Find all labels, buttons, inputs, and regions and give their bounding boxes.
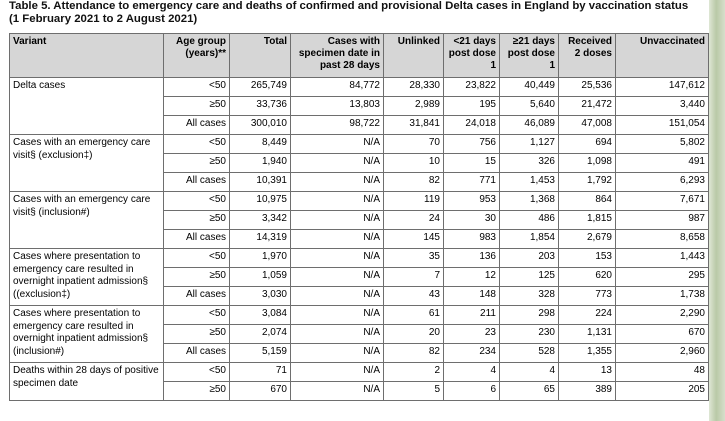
value-cell: 486 xyxy=(500,211,559,230)
age-group-cell: ≥50 xyxy=(164,268,230,287)
value-cell: N/A xyxy=(291,306,384,325)
value-cell: 2,074 xyxy=(230,325,291,344)
value-cell: 40,449 xyxy=(500,78,559,97)
value-cell: 153 xyxy=(559,249,616,268)
age-group-cell: ≥50 xyxy=(164,154,230,173)
value-cell: 136 xyxy=(444,249,500,268)
value-cell: 4 xyxy=(444,363,500,382)
value-cell: 1,131 xyxy=(559,325,616,344)
value-cell: 28,330 xyxy=(384,78,444,97)
value-cell: 1,738 xyxy=(616,287,709,306)
value-cell: 98,722 xyxy=(291,116,384,135)
value-cell: 1,453 xyxy=(500,173,559,192)
age-group-cell: ≥50 xyxy=(164,211,230,230)
column-header-ge21-days-dose1: ≥21 days post dose 1 xyxy=(500,34,559,78)
value-cell: 10,391 xyxy=(230,173,291,192)
value-cell: 24 xyxy=(384,211,444,230)
value-cell: 328 xyxy=(500,287,559,306)
value-cell: N/A xyxy=(291,249,384,268)
value-cell: 987 xyxy=(616,211,709,230)
value-cell: 30 xyxy=(444,211,500,230)
value-cell: 43 xyxy=(384,287,444,306)
age-group-cell: All cases xyxy=(164,116,230,135)
value-cell: 151,054 xyxy=(616,116,709,135)
value-cell: 23,822 xyxy=(444,78,500,97)
age-group-cell: <50 xyxy=(164,306,230,325)
value-cell: 694 xyxy=(559,135,616,154)
value-cell: N/A xyxy=(291,135,384,154)
value-cell: 12 xyxy=(444,268,500,287)
column-header-two-doses: Received 2 doses xyxy=(559,34,616,78)
column-header-specimen-28-days: Cases with specimen date in past 28 days xyxy=(291,34,384,78)
value-cell: 3,030 xyxy=(230,287,291,306)
value-cell: N/A xyxy=(291,344,384,363)
variant-label: Delta cases xyxy=(10,78,164,135)
value-cell: 147,612 xyxy=(616,78,709,97)
value-cell: N/A xyxy=(291,325,384,344)
value-cell: 4 xyxy=(500,363,559,382)
value-cell: 14,319 xyxy=(230,230,291,249)
age-group-cell: <50 xyxy=(164,363,230,382)
value-cell: 389 xyxy=(559,382,616,401)
value-cell: 983 xyxy=(444,230,500,249)
table-row xyxy=(10,78,709,97)
value-cell: 864 xyxy=(559,192,616,211)
value-cell: 125 xyxy=(500,268,559,287)
value-cell: 6,293 xyxy=(616,173,709,192)
age-group-cell: All cases xyxy=(164,344,230,363)
table-body xyxy=(10,78,709,401)
table-row xyxy=(10,135,709,154)
value-cell: 620 xyxy=(559,268,616,287)
value-cell: N/A xyxy=(291,192,384,211)
value-cell: 145 xyxy=(384,230,444,249)
age-group-cell: ≥50 xyxy=(164,325,230,344)
value-cell: 1,792 xyxy=(559,173,616,192)
value-cell: 84,772 xyxy=(291,78,384,97)
value-cell: 119 xyxy=(384,192,444,211)
age-group-cell: <50 xyxy=(164,192,230,211)
age-group-cell: All cases xyxy=(164,230,230,249)
column-header-total: Total xyxy=(230,34,291,78)
value-cell: 234 xyxy=(444,344,500,363)
value-cell: N/A xyxy=(291,211,384,230)
value-cell: 230 xyxy=(500,325,559,344)
value-cell: 5 xyxy=(384,382,444,401)
value-cell: 5,640 xyxy=(500,97,559,116)
value-cell: 295 xyxy=(616,268,709,287)
variant-label: Cases with an emergency care visit§ (inclusion#) xyxy=(10,192,164,249)
value-cell: 195 xyxy=(444,97,500,116)
value-cell: 670 xyxy=(616,325,709,344)
value-cell: 265,749 xyxy=(230,78,291,97)
value-cell: 15 xyxy=(444,154,500,173)
value-cell: 47,008 xyxy=(559,116,616,135)
value-cell: 326 xyxy=(500,154,559,173)
value-cell: 203 xyxy=(500,249,559,268)
column-header-age-group: Age group (years)** xyxy=(164,34,230,78)
table-row xyxy=(10,192,709,211)
value-cell: 46,089 xyxy=(500,116,559,135)
value-cell: 491 xyxy=(616,154,709,173)
value-cell: 148 xyxy=(444,287,500,306)
age-group-cell: <50 xyxy=(164,249,230,268)
value-cell: 773 xyxy=(559,287,616,306)
value-cell: 6 xyxy=(444,382,500,401)
variant-label: Deaths within 28 days of positive specimen date xyxy=(10,363,164,401)
value-cell: 3,342 xyxy=(230,211,291,230)
value-cell: 5,159 xyxy=(230,344,291,363)
value-cell: 205 xyxy=(616,382,709,401)
value-cell: 7,671 xyxy=(616,192,709,211)
value-cell: 33,736 xyxy=(230,97,291,116)
header-row xyxy=(10,34,709,78)
value-cell: 48 xyxy=(616,363,709,382)
value-cell: 35 xyxy=(384,249,444,268)
value-cell: 756 xyxy=(444,135,500,154)
title-line-2: (1 February 2021 to 2 August 2021) xyxy=(9,13,198,25)
column-header-unlinked: Unlinked xyxy=(384,34,444,78)
value-cell: N/A xyxy=(291,230,384,249)
value-cell: 10,975 xyxy=(230,192,291,211)
value-cell: 70 xyxy=(384,135,444,154)
value-cell: 670 xyxy=(230,382,291,401)
value-cell: 8,449 xyxy=(230,135,291,154)
column-header-variant: Variant xyxy=(10,34,164,78)
value-cell: 71 xyxy=(230,363,291,382)
value-cell: N/A xyxy=(291,363,384,382)
value-cell: 13,803 xyxy=(291,97,384,116)
value-cell: N/A xyxy=(291,154,384,173)
value-cell: 23 xyxy=(444,325,500,344)
value-cell: 2,290 xyxy=(616,306,709,325)
variant-label: Cases with an emergency care visit§ (exclusion‡) xyxy=(10,135,164,192)
value-cell: 10 xyxy=(384,154,444,173)
value-cell: 300,010 xyxy=(230,116,291,135)
value-cell: 1,815 xyxy=(559,211,616,230)
age-group-cell: ≥50 xyxy=(164,382,230,401)
value-cell: 3,084 xyxy=(230,306,291,325)
title-line-1: Table 5. Attendance to emergency care and deaths of confirmed and provisional Delta cases in England by vaccination status xyxy=(9,0,689,12)
value-cell: 2,679 xyxy=(559,230,616,249)
table-row xyxy=(10,249,709,268)
value-cell: 1,940 xyxy=(230,154,291,173)
vaccination-status-table xyxy=(9,33,709,401)
background-strip xyxy=(709,0,725,421)
age-group-cell: All cases xyxy=(164,287,230,306)
value-cell: 1,443 xyxy=(616,249,709,268)
value-cell: 2,960 xyxy=(616,344,709,363)
value-cell: 1,059 xyxy=(230,268,291,287)
value-cell: 5,802 xyxy=(616,135,709,154)
value-cell: 7 xyxy=(384,268,444,287)
table-title xyxy=(9,0,709,26)
value-cell: N/A xyxy=(291,268,384,287)
value-cell: 1,098 xyxy=(559,154,616,173)
value-cell: 8,658 xyxy=(616,230,709,249)
value-cell: 2,989 xyxy=(384,97,444,116)
value-cell: 3,440 xyxy=(616,97,709,116)
column-header-unvaccinated: Unvaccinated xyxy=(616,34,709,78)
value-cell: 1,127 xyxy=(500,135,559,154)
variant-label: Cases where presentation to emergency care resulted in overnight inpatient admission§ ((exclusion‡) xyxy=(10,249,164,306)
value-cell: 13 xyxy=(559,363,616,382)
value-cell: 21,472 xyxy=(559,97,616,116)
age-group-cell: All cases xyxy=(164,173,230,192)
column-header-lt21-days-dose1: <21 days post dose 1 xyxy=(444,34,500,78)
value-cell: 24,018 xyxy=(444,116,500,135)
value-cell: 211 xyxy=(444,306,500,325)
age-group-cell: <50 xyxy=(164,135,230,154)
age-group-cell: ≥50 xyxy=(164,97,230,116)
table-row xyxy=(10,306,709,325)
value-cell: 61 xyxy=(384,306,444,325)
value-cell: N/A xyxy=(291,173,384,192)
table-row xyxy=(10,363,709,382)
value-cell: 2 xyxy=(384,363,444,382)
age-group-cell: <50 xyxy=(164,78,230,97)
value-cell: 31,841 xyxy=(384,116,444,135)
value-cell: 224 xyxy=(559,306,616,325)
variant-label: Cases where presentation to emergency care resulted in overnight inpatient admission§ (inclusion#) xyxy=(10,306,164,363)
value-cell: 298 xyxy=(500,306,559,325)
value-cell: 1,368 xyxy=(500,192,559,211)
value-cell: N/A xyxy=(291,382,384,401)
value-cell: 1,355 xyxy=(559,344,616,363)
value-cell: 65 xyxy=(500,382,559,401)
value-cell: 20 xyxy=(384,325,444,344)
value-cell: 82 xyxy=(384,173,444,192)
value-cell: N/A xyxy=(291,287,384,306)
value-cell: 528 xyxy=(500,344,559,363)
value-cell: 953 xyxy=(444,192,500,211)
value-cell: 1,854 xyxy=(500,230,559,249)
value-cell: 82 xyxy=(384,344,444,363)
value-cell: 1,970 xyxy=(230,249,291,268)
value-cell: 25,536 xyxy=(559,78,616,97)
value-cell: 771 xyxy=(444,173,500,192)
